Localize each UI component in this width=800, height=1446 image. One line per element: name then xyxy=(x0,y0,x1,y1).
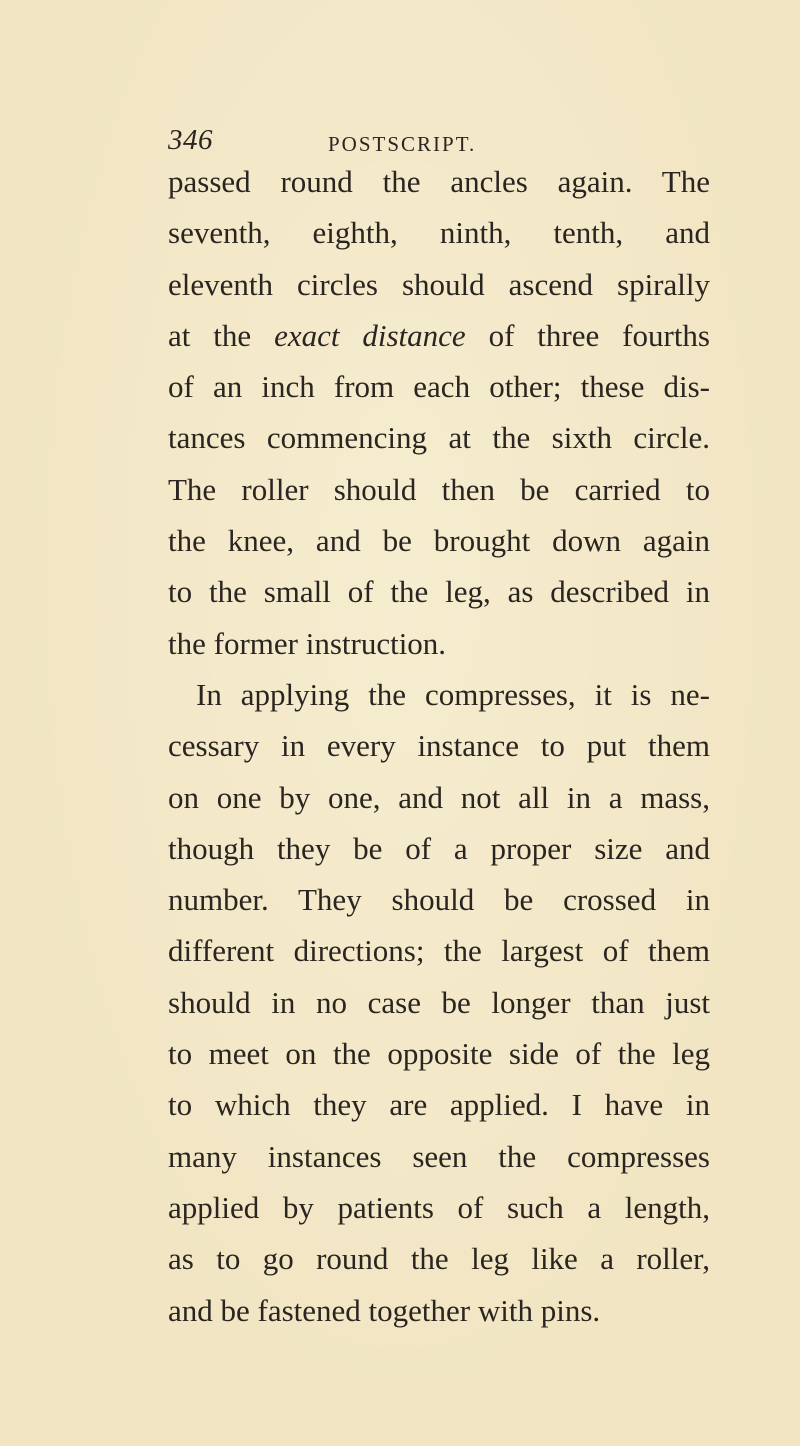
text-line: should in no case be longer than just xyxy=(168,984,710,1020)
text-line: though they be of a proper size and xyxy=(168,830,710,866)
text-line: many instances seen the compresses xyxy=(168,1138,710,1174)
text-line: cessary in every instance to put them xyxy=(168,728,710,764)
text-line: tances commencing at the sixth circle. xyxy=(168,420,710,456)
text-line: The roller should then be carried to xyxy=(168,471,710,507)
text-line: the knee, and be brought down again xyxy=(168,523,710,559)
text-line: seventh, eighth, ninth, tenth, and xyxy=(168,215,710,251)
text-line: and be fastened together with pins. xyxy=(168,1292,601,1328)
text-line: passed round the ancles again. The xyxy=(168,164,710,199)
text-line: to meet on the opposite side of the leg xyxy=(168,1036,710,1072)
text-line: as to go round the leg like a roller, xyxy=(168,1241,710,1277)
text-line xyxy=(168,310,710,361)
text-line: on one by one, and not all in a mass, xyxy=(168,779,710,815)
text-line-post: of three fourths xyxy=(465,317,710,353)
text-line-pre: at the xyxy=(168,317,275,353)
text-line: eleventh circles should ascend spirally xyxy=(168,266,710,302)
text-line: to the small of the leg, as described in xyxy=(168,574,710,610)
text-line: applied by patients of such a length, xyxy=(168,1189,710,1225)
text-line: number. They should be crossed in xyxy=(168,882,710,918)
text-line: the former instruction. xyxy=(168,625,447,661)
italic-phrase: exact distance xyxy=(274,317,466,353)
text-line: different directions; the largest of them xyxy=(168,933,710,969)
paragraph-start-line: In applying the compresses, it is ne- xyxy=(196,676,710,712)
body-text xyxy=(168,156,710,1336)
page-number: 346 xyxy=(168,124,213,156)
running-head: POSTSCRIPT. xyxy=(328,132,477,156)
text-line: of an inch from each other; these dis- xyxy=(168,369,710,405)
text-line: to which they are applied. I have in xyxy=(168,1087,710,1123)
